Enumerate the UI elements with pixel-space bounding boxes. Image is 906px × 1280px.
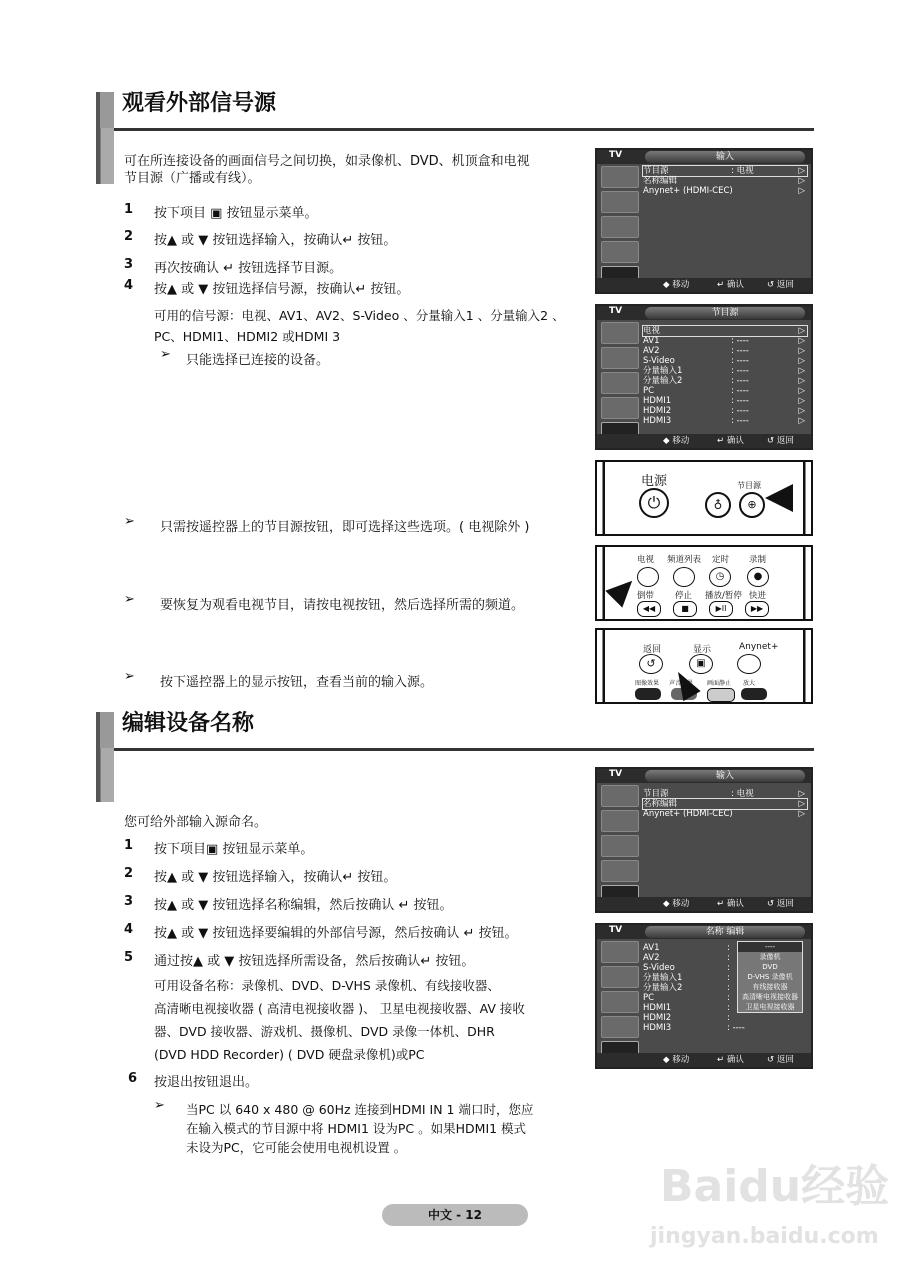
osd-title: 输入 (645, 151, 805, 163)
bulb-button[interactable]: ♁ (705, 492, 731, 518)
pc-note-line: 在输入模式的节目源中将 HDMI1 设为PC 。如果HDMI1 模式 (186, 1121, 527, 1136)
step-text: 通过按▲ 或 ▼ 按钮选择所需设备，然后按确认↵ 按钮。 (154, 954, 475, 969)
setup-icon (601, 1016, 639, 1038)
pc-note-line: 当PC 以 640 x 480 @ 60Hz 连接到HDMI IN 1 端口时，您应 (186, 1102, 534, 1117)
osd-row[interactable]: HDMI3 : ---- ▷ (643, 416, 805, 426)
step-text: 按退出按钮退出。 (154, 1075, 259, 1090)
remote-label: 快进 (749, 591, 767, 601)
osd-row[interactable]: HDMI2 : (643, 1013, 730, 1023)
osd-row[interactable]: HDMI1 : (643, 1003, 730, 1013)
rewind-button[interactable]: ◀◀ (637, 601, 661, 617)
osd-row[interactable]: AV1 : (643, 943, 730, 953)
watermark-brand: Baidu经验 (660, 1161, 890, 1212)
step-text: 按▲ 或 ▼ 按钮选择输入，按确认↵ 按钮。 (154, 233, 397, 248)
sound-icon (601, 347, 639, 369)
osd-row[interactable]: HDMI1 : ---- ▷ (643, 396, 805, 406)
dropdown-option[interactable]: D-VHS 录像机 (747, 973, 793, 981)
step-text: 按▲ 或 ▼ 按钮选择信号源，按确认↵ 按钮。 (154, 282, 410, 297)
osd-icon-column (601, 941, 639, 1066)
remote-label: 倒带 (637, 591, 655, 601)
fast-forward-button[interactable]: ▶▶ (745, 601, 769, 617)
osd-tv-label: TV (609, 306, 623, 316)
osd-footer: ◆ 移动 ↵ 确认 ↺ 返回 (597, 434, 811, 448)
osd-list (643, 166, 807, 196)
section2-sidebar (96, 748, 114, 802)
note-display: 按下遥控器上的显示按钮，查看当前的输入源。 (160, 675, 434, 690)
note-arrow-icon: ➢ (154, 1098, 165, 1113)
osd-footer: ◆ 移动 ↵ 确认 ↺ 返回 (597, 278, 811, 292)
note-remote: 只需按遥控器上的节目源按钮，即可选择这些选项。( 电视除外 ) (160, 520, 530, 535)
step-text: 按▲ 或 ▼ 按钮选择要编辑的外部信号源，然后按确认 ↵ 按钮。 (154, 926, 518, 941)
picture-icon (601, 941, 639, 963)
osd-list (643, 789, 807, 819)
play-pause-button[interactable]: ▶II (709, 601, 733, 617)
note-tv: 要恢复为观看电视节目，请按电视按钮，然后选择所需的频道。 (160, 598, 525, 613)
display-button[interactable]: ▣ (689, 654, 713, 674)
osd-row[interactable]: S-Video : (643, 963, 730, 973)
note-connected: 只能选择已连接的设备。 (186, 353, 330, 368)
freeze-button[interactable] (707, 688, 735, 702)
dropdown-option[interactable]: 录像机 (759, 953, 781, 961)
osd-row[interactable]: Anynet+ (HDMI-CEC) ▷ (643, 809, 805, 819)
devices-line: 高清晰电视接收器 ( 高清电视接收器 )、 卫星电视接收器、AV 接收 (154, 1001, 525, 1016)
step-number: 3 (124, 894, 134, 909)
return-button[interactable]: ↺ (639, 654, 663, 674)
step-text: 再次按确认 ↵ 按钮选择节目源。 (154, 261, 343, 276)
section2-title: 编辑设备名称 (122, 711, 255, 736)
osd-footer: ◆ 移动 ↵ 确认 ↺ 返回 (597, 897, 811, 911)
remote-power-area (595, 460, 813, 536)
remote-label: Anynet+ (739, 642, 779, 652)
remote-display-area (595, 628, 813, 704)
heading-rule (112, 748, 814, 751)
osd-input-menu (595, 767, 813, 913)
step-text: 按下项目▣ 按钮显示菜单。 (154, 842, 314, 857)
osd-row[interactable]: Anynet+ (HDMI-CEC) ▷ (643, 186, 805, 196)
osd-list (643, 326, 807, 426)
dropdown-option[interactable]: DVD (762, 963, 778, 971)
remote-label: 返回 (643, 645, 662, 655)
step-number: 5 (124, 950, 134, 965)
device-dropdown[interactable] (737, 941, 803, 1013)
section1-title: 观看外部信号源 (122, 91, 277, 116)
osd-title: 节目源 (645, 307, 805, 319)
pc-note-line: 未设为PC，它可能会使用电视机设置 。 (186, 1140, 407, 1155)
setup-icon (601, 241, 639, 263)
page-number: 中文 - 12 (382, 1204, 528, 1226)
remote-label: 录制 (749, 555, 767, 565)
osd-row[interactable]: 分量输入2 : ---- ▷ (643, 376, 805, 386)
step-number: 1 (124, 202, 134, 217)
setup-icon (601, 860, 639, 882)
step-text: 按▲ 或 ▼ 按钮选择名称编辑，然后按确认 ↵ 按钮。 (154, 898, 453, 913)
remote-label: 停止 (675, 591, 693, 601)
remote-label: 电视 (637, 555, 655, 565)
remote-label: 频道列表 (667, 555, 702, 565)
remote-label: 放大 (743, 680, 756, 687)
osd-row[interactable]: 名称编辑 ▷ (643, 176, 805, 186)
osd-tv-label: TV (609, 925, 623, 935)
step-number: 2 (124, 866, 134, 881)
dropdown-option[interactable]: 卫星电视接收器 (745, 1003, 795, 1011)
channel-icon (601, 835, 639, 857)
power-label: 电源 (641, 474, 668, 489)
dropdown-option[interactable]: 有线接收器 (752, 983, 788, 991)
source-label: 节目源 (737, 481, 761, 490)
osd-icon-column (601, 785, 639, 910)
osd-row[interactable]: HDMI2 : ---- ▷ (643, 406, 805, 416)
step-number: 4 (124, 922, 134, 937)
source-button[interactable]: ⊕ (739, 492, 765, 518)
sound-icon (601, 966, 639, 988)
remote-label: 定时 (712, 555, 730, 565)
devices-line: 可用设备名称：录像机、DVD、D-VHS 录像机、有线接收器、 (154, 978, 500, 993)
step-text: 按▲ 或 ▼ 按钮选择输入，按确认↵ 按钮。 (154, 870, 397, 885)
channel-icon (601, 372, 639, 394)
dropdown-option[interactable]: 高清晰电视接收器 (742, 993, 798, 1001)
step-number: 1 (124, 838, 134, 853)
channel-icon (601, 991, 639, 1013)
remote-label: 播放/暂停 (705, 591, 742, 601)
note-arrow-icon: ➢ (124, 592, 135, 607)
section1-intro-line2: 节目源（广播或有线）。 (124, 171, 261, 186)
sound-icon (601, 810, 639, 832)
osd-row[interactable]: HDMI3 : ---- (643, 1023, 745, 1033)
remote-label: 画面静止 (707, 680, 732, 687)
watermark-url: jingyan.baidu.com (650, 1224, 879, 1249)
osd-source-menu (595, 304, 813, 450)
osd-icon-column (601, 322, 639, 447)
sound-icon (601, 191, 639, 213)
osd-row[interactable]: AV2 : ---- ▷ (643, 346, 805, 356)
osd-row[interactable]: 分量输入1 : ---- ▷ (643, 366, 805, 376)
setup-icon (601, 397, 639, 419)
osd-input-menu (595, 148, 813, 294)
osd-title: 输入 (645, 770, 805, 782)
osd-row[interactable]: PC : (643, 993, 730, 1003)
osd-row[interactable]: PC : ---- ▷ (643, 386, 805, 396)
stop-button[interactable]: ■ (673, 601, 697, 617)
osd-row[interactable]: 电视 ▷ (643, 326, 805, 336)
remote-label: 图像效果 (635, 680, 660, 687)
power-button[interactable]: ⏻ (639, 488, 669, 518)
step-number: 6 (128, 1071, 138, 1086)
picture-icon (601, 166, 639, 188)
remote-playback-area (595, 545, 813, 621)
sources-line2: PC、HDMI1、HDMI2 或HDMI 3 (154, 329, 341, 344)
osd-row[interactable]: 名称编辑 ▷ (643, 799, 805, 809)
picture-icon (601, 785, 639, 807)
dropdown-option[interactable]: ---- (738, 942, 802, 952)
osd-row[interactable]: 节目源 : 电视 ▷ (643, 166, 805, 176)
record-button[interactable]: ● (747, 567, 769, 587)
note-arrow-icon: ➢ (124, 514, 135, 529)
remote-label: 声音效果 (669, 680, 694, 687)
osd-footer: ◆ 移动 ↵ 确认 ↺ 返回 (597, 1053, 811, 1067)
osd-title: 名称 编辑 (645, 926, 805, 938)
step-number: 4 (124, 278, 134, 293)
channel-icon (601, 216, 639, 238)
step-text: 按下项目 ▣ 按钮显示菜单。 (154, 206, 318, 221)
picture-icon (601, 322, 639, 344)
remote-label: 显示 (693, 645, 712, 655)
note-arrow-icon: ➢ (124, 669, 135, 684)
osd-row[interactable]: AV1 : ---- ▷ (643, 336, 805, 346)
osd-tv-label: TV (609, 150, 623, 160)
devices-line: 器、DVD 接收器、游戏机、摄像机、DVD 录像一体机、DHR (154, 1024, 495, 1039)
osd-tv-label: TV (609, 769, 623, 779)
osd-icon-column (601, 166, 639, 291)
pointer-arrow-icon (765, 484, 793, 512)
channel-list-button[interactable] (673, 567, 695, 587)
tv-button[interactable] (637, 567, 659, 587)
section2-intro: 您可给外部输入源命名。 (124, 815, 268, 830)
picture-effect-button[interactable] (635, 688, 661, 700)
devices-line: (DVD HDD Recorder) ( DVD 硬盘录像机)或PC (154, 1047, 425, 1062)
anynet-button[interactable] (737, 654, 761, 674)
osd-row[interactable]: 分量输入2 : (643, 983, 730, 993)
osd-row[interactable]: AV2 : (643, 953, 730, 963)
sources-line1: 可用的信号源：电视、AV1、AV2、S-Video 、分量输入1 、分量输入2 、 (154, 308, 565, 323)
osd-name-edit-menu (595, 923, 813, 1069)
section1-intro-line1: 可在所连接设备的画面信号之间切换，如录像机、DVD、机顶盒和电视 (124, 154, 530, 169)
osd-row[interactable]: 分量输入1 : (643, 973, 730, 983)
step-number: 3 (124, 257, 134, 272)
timer-button[interactable]: ◷ (709, 567, 731, 587)
note-arrow-icon: ➢ (160, 347, 171, 362)
zoom-button[interactable] (741, 688, 767, 700)
heading-rule (112, 128, 814, 131)
osd-row[interactable]: 节目源 : 电视 ▷ (643, 789, 805, 799)
step-number: 2 (124, 229, 134, 244)
osd-row[interactable]: S-Video : ---- ▷ (643, 356, 805, 366)
section1-sidebar (96, 128, 114, 184)
